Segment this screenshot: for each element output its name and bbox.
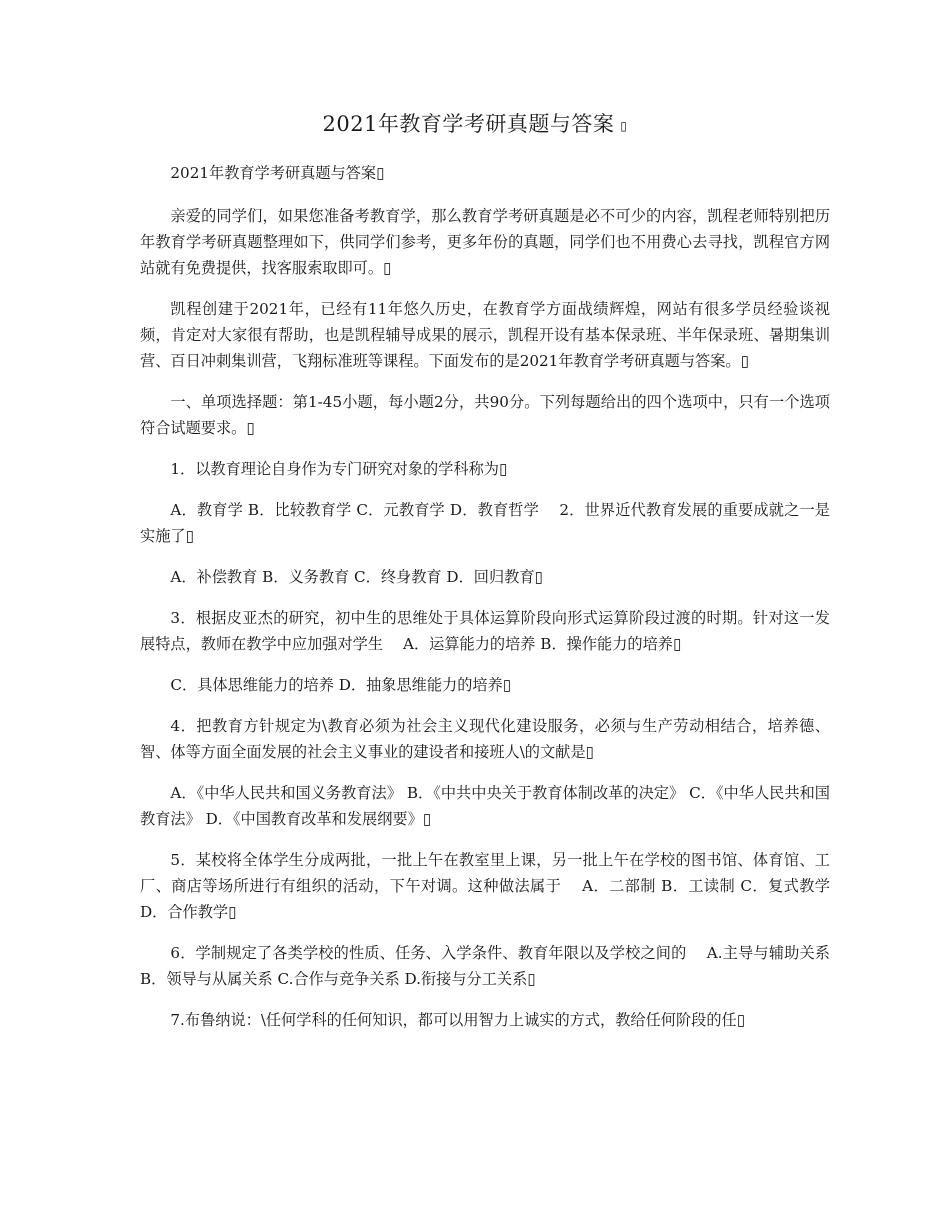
document-body <box>140 160 830 1048</box>
paragraph-options-4: A．《中华人民共和国义务教育法》 B．《中共中央关于教育体制改革的决定》 C．《中华人民共和国教育法》 D．《中国教育改革和发展纲要》▯ <box>140 784 830 828</box>
page-title <box>0 108 950 138</box>
paragraph-subtitle: 2021年教育学考研真题与答案▯ <box>170 164 385 182</box>
paragraph-question-5: 5．某校将全体学生分成两批，一批上午在教室里上课，另一批上午在学校的图书馆、体育馆、工厂、商店等场所进行有组织的活动，下午对调。这种做法属于 A．二部制 B．工读制 C．复式教学 D．合作教学▯ <box>140 851 830 921</box>
title-mark: ▯ <box>620 118 628 133</box>
paragraph-question-6: 6．学制规定了各类学校的性质、任务、入学条件、教育年限以及学校之间的 A.主导与辅助关系 B．领导与从属关系 C.合作与竞争关系 D.衔接与分工关系▯ <box>140 944 830 988</box>
paragraph-intro: 亲爱的同学们，如果您准备考教育学，那么教育学考研真题是必不可少的内容，凯程老师特别把历年教育学考研真题整理如下，供同学们参考，更多年份的真题，同学们也不用费心去寻找，凯程官方网站就有免费提供，找客服索取即可。▯ <box>140 207 830 277</box>
paragraph-section-heading: 一、单项选择题：第1-45小题，每小题2分，共90分。下列每题给出的四个选项中，只有一个选项符合试题要求。▯ <box>140 393 830 437</box>
paragraph-options-3: C．具体思维能力的培养 D．抽象思维能力的培养▯ <box>170 676 512 694</box>
paragraph-question-4: 4．把教育方针规定为\教育必须为社会主义现代化建设服务，必须与生产劳动相结合，培养德、智、体等方面全面发展的社会主义事业的建设者和接班人\的文献是▯ <box>140 717 830 761</box>
paragraph-question-3: 3．根据皮亚杰的研究，初中生的思维处于具体运算阶段向形式运算阶段过渡的时期。针对这一发展特点，教师在教学中应加强对学生 A．运算能力的培养 B．操作能力的培养▯ <box>140 609 830 653</box>
paragraph-options-2: A．补偿教育 B．义务教育 C．终身教育 D．回归教育▯ <box>170 568 543 586</box>
paragraph-options-1: A．教育学 B．比较教育学 C．元教育学 D．教育哲学 2．世界近代教育发展的重要成就之一是实施了▯ <box>140 501 830 545</box>
paragraph-about: 凯程创建于2021年，已经有11年悠久历史，在教育学方面战绩辉煌，网站有很多学员经验谈视频，肯定对大家很有帮助，也是凯程辅导成果的展示，凯程开设有基本保录班、半年保录班、暑期集训营、百日冲刺集训营，飞翔标准班等课程。下面发布的是2021年教育学考研真题与答案。▯ <box>140 300 830 370</box>
paragraph-question-1: 1．以教育理论自身作为专门研究对象的学科称为▯ <box>170 460 508 478</box>
title-text: 2021年教育学考研真题与答案 <box>322 112 615 136</box>
paragraph-question-7: 7.布鲁纳说：\任何学科的任何知识，都可以用智力上诚实的方式，教给任何阶段的任▯ <box>170 1011 746 1029</box>
